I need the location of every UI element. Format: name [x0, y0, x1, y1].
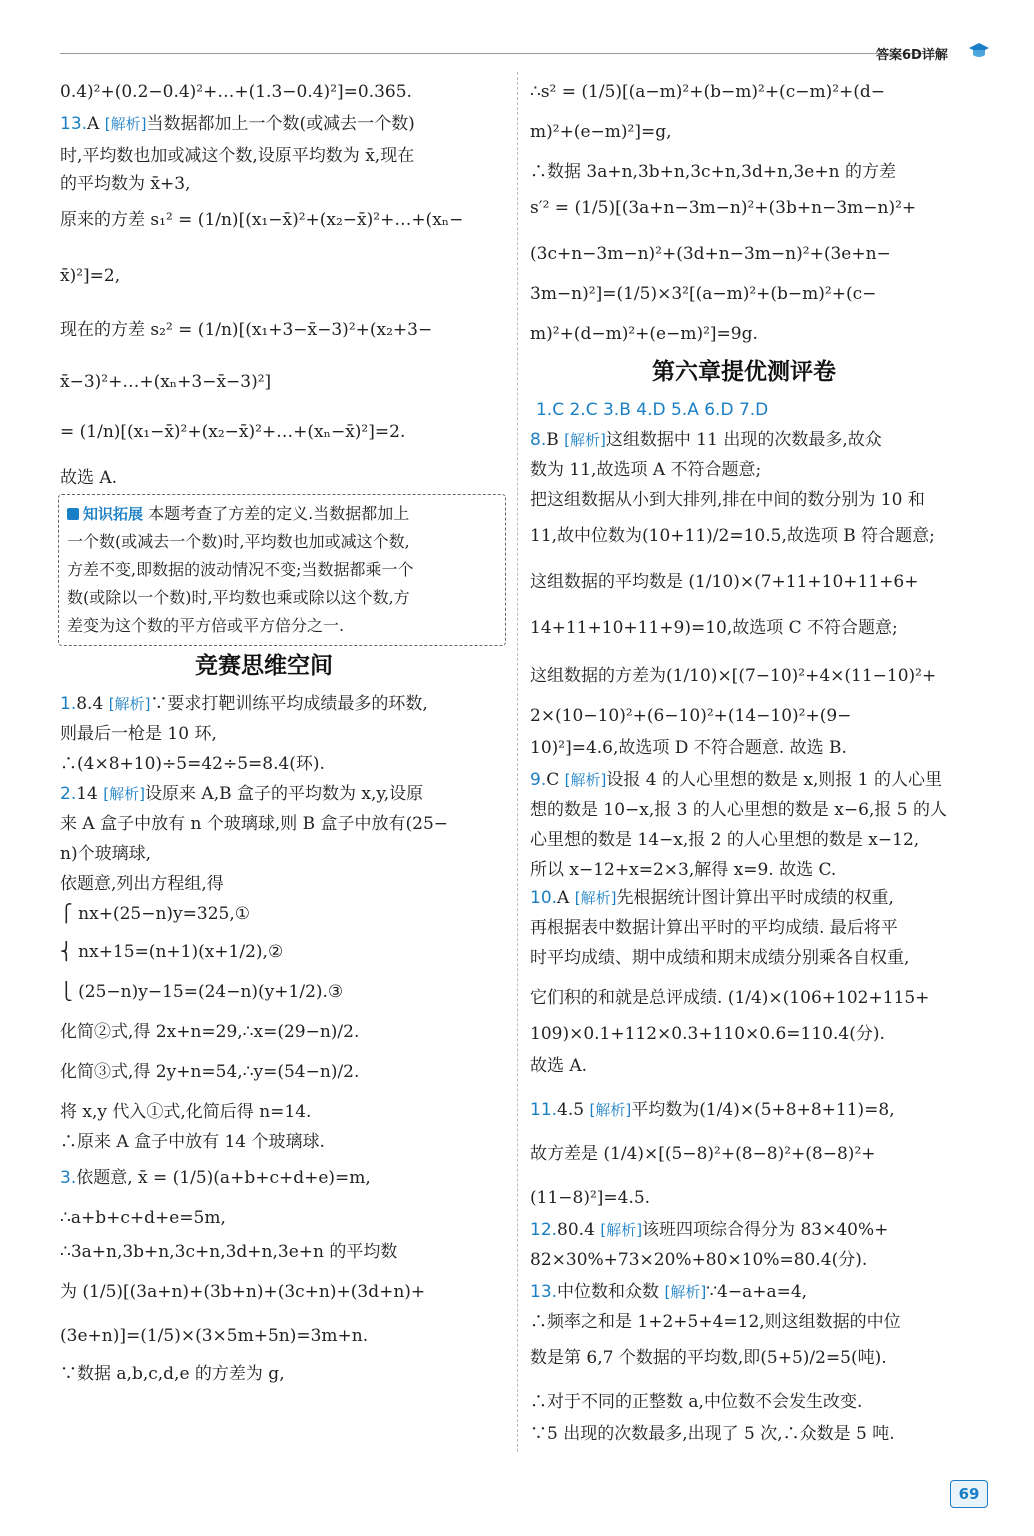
- question-number: 8.: [530, 430, 547, 450]
- line-text: n)个玻璃球,: [60, 844, 151, 864]
- line-text: ∴(4×8+10)÷5=42÷5=8.4(环).: [60, 754, 325, 774]
- bookmark-icon: [67, 508, 79, 520]
- line-text: m)²+(d−m)²+(e−m)²]=9g.: [530, 324, 758, 344]
- line-text: 的平均数为 x̄+3,: [60, 174, 191, 194]
- line-text: ∴a+b+c+d+e=5m,: [60, 1208, 226, 1228]
- text-line: [60, 1366, 285, 1383]
- text-line: [530, 1146, 876, 1163]
- text-line: [530, 890, 894, 907]
- line-text: 它们积的和就是总评成绩. (1/4)×(106+102+115+: [530, 988, 930, 1008]
- section-title-chapter-test: 第六章提优测评卷: [652, 359, 836, 385]
- text-line: [60, 756, 325, 773]
- text-line: [60, 1210, 226, 1227]
- line-rest: 先根据统计图计算出平时成绩的权重,: [616, 888, 894, 908]
- line-text: x̄)²]=2,: [60, 266, 121, 286]
- line-text: 8.4: [76, 694, 109, 714]
- column-divider: [517, 72, 518, 1452]
- line-text: 原来的方差 s₁² = (1/n)[(x₁−x̄)²+(x₂−x̄)²+…+(xₙ−: [60, 210, 464, 230]
- line-text: 14+11+10+11+9)=10,故选项 C 不符合题意;: [530, 618, 898, 638]
- line-text: 所以 x−12+x=2×3,解得 x=9. 故选 C.: [530, 860, 837, 880]
- text-line: [60, 212, 463, 229]
- line-text: 10)²]=4.6,故选项 D 不符合题意. 故选 B.: [530, 738, 847, 758]
- line-text: 故方差是 (1/4)×[(5−8)²+(8−8)²+(8−8)²+: [530, 1144, 876, 1164]
- section-title-competition: 竞赛思维空间: [195, 653, 333, 679]
- line-text: (3e+n)]=(1/5)×(3×5m+5n)=3m+n.: [60, 1326, 369, 1346]
- line-text: m)²+(e−m)²]=g,: [530, 122, 672, 142]
- text-line: [530, 124, 671, 141]
- line-text: 将 x,y 代入①式,化简后得 n=14.: [60, 1102, 312, 1122]
- question-number: 12.: [530, 1220, 558, 1240]
- extension-line: [67, 501, 409, 524]
- line-text: 心里想的数是 14−x,报 2 的人心里想的数是 x−12,: [530, 830, 920, 850]
- text-line: [530, 164, 896, 181]
- text-line: [60, 84, 412, 101]
- text-line: [60, 148, 414, 165]
- line-text: 11,故中位数为(10+11)/2=10.5,故选项 B 符合题意;: [530, 526, 935, 546]
- line-text: 这组数据的平均数是 (1/10)×(7+11+10+11+6+: [530, 572, 919, 592]
- text-line: [530, 1058, 587, 1075]
- line-text: 数是第 6,7 个数据的平均数,即(5+5)/2=5(吨).: [530, 1348, 887, 1368]
- line-text: ∵数据 a,b,c,d,e 的方差为 g,: [60, 1364, 285, 1384]
- line-text: A: [87, 114, 105, 134]
- line-rest: ∵4−a+a=4,: [706, 1282, 808, 1302]
- text-line: [530, 950, 909, 967]
- text-line: [530, 1284, 807, 1301]
- line-rest: 平均数为(1/4)×(5+8+8+11)=8,: [631, 1100, 895, 1120]
- line-rest: 当数据都加上一个数(或减去一个数): [146, 114, 415, 134]
- text-line: [60, 1024, 359, 1041]
- analysis-tag: [ 解析 ]: [564, 431, 606, 449]
- text-line: [530, 1426, 895, 1443]
- analysis-tag: [ 解析 ]: [109, 695, 151, 713]
- line-text: 3m−n)²]=(1/5)×3²[(a−m)²+(b−m)²+(c−: [530, 284, 877, 304]
- text-line: [530, 1222, 888, 1239]
- analysis-tag: [ 解析 ]: [600, 1221, 642, 1239]
- line-rest: 设原来 A,B 盒子的平均数为 x,y,设原: [145, 784, 424, 804]
- text-line: [530, 1350, 887, 1367]
- extension-line: [67, 613, 344, 636]
- line-text: ∴s² = (1/5)[(a−m)²+(b−m)²+(c−m)²+(d−: [530, 82, 886, 102]
- extension-text: 一个数(或减去一个数)时,平均数也加或减这个数,: [67, 532, 410, 551]
- line-text: ⎨ nx+15=(n+1)(x+1/2),②: [60, 942, 284, 962]
- text-line: [60, 786, 423, 803]
- text-line: [60, 322, 432, 339]
- line-text: 82×30%+73×20%+80×10%=80.4(分).: [530, 1250, 868, 1270]
- extension-text: 本题考查了方差的定义.当数据都加上: [148, 504, 410, 523]
- line-text: 4.5: [557, 1100, 590, 1120]
- line-text: 现在的方差 s₂² = (1/n)[(x₁+3−x̄−3)²+(x₂+3−: [60, 320, 433, 340]
- text-line: [530, 1026, 885, 1043]
- line-text: s′² = (1/5)[(3a+n−3m−n)²+(3b+n−3m−n)²+: [530, 198, 917, 218]
- line-text: 80.4: [557, 1220, 601, 1240]
- text-line: [530, 802, 947, 819]
- analysis-tag: [ 解析 ]: [575, 889, 617, 907]
- analysis-tag: [ 解析 ]: [105, 115, 147, 133]
- line-text: 来 A 盒子中放有 n 个玻璃球,则 B 盒子中放有(25−: [60, 814, 449, 834]
- text-line: [60, 268, 120, 285]
- text-line: [60, 1104, 311, 1121]
- text-line: [60, 116, 415, 133]
- line-text: 再根据表中数据计算出平时的平均成绩. 最后将平: [530, 918, 898, 938]
- text-line: [60, 816, 448, 833]
- text-line: [530, 246, 891, 263]
- text-line: [530, 1252, 867, 1269]
- text-line: [530, 740, 847, 757]
- line-text: 化简②式,得 2x+n=29,∴x=(29−n)/2.: [60, 1022, 360, 1042]
- text-line: [60, 696, 428, 713]
- analysis-tag: [ 解析 ]: [664, 1283, 706, 1301]
- answer-key-line: 1.C 2.C 3.B 4.D 5.A 6.D 7.D: [536, 400, 769, 420]
- line-text: = (1/n)[(x₁−x̄)²+(x₂−x̄)²+…+(xₙ−x̄)²]=2.: [60, 422, 406, 442]
- text-line: [530, 1394, 862, 1411]
- text-line: [530, 1190, 650, 1207]
- text-line: [60, 876, 224, 893]
- line-text: (3c+n−3m−n)²+(3d+n−3m−n)²+(3e+n−: [530, 244, 891, 264]
- line-text: 故选 A.: [60, 468, 118, 488]
- header-title: 答案6D详解: [876, 48, 948, 63]
- line-rest: 设报 4 的人心里想的数是 x,则报 1 的人心里: [606, 770, 943, 790]
- line-text: 2×(10−10)²+(6−10)²+(14−10)²+(9−: [530, 706, 852, 726]
- text-line: [530, 920, 898, 937]
- line-text: ∴原来 A 盒子中放有 14 个玻璃球.: [60, 1132, 325, 1152]
- line-text: 这组数据的方差为(1/10)×[(7−10)²+4×(11−10)²+: [530, 666, 937, 686]
- text-line: [60, 906, 250, 923]
- text-line: [530, 432, 882, 449]
- text-line: [60, 1064, 359, 1081]
- text-line: [530, 574, 918, 591]
- line-text: C: [546, 770, 565, 790]
- text-line: [530, 990, 929, 1007]
- line-text: (11−8)²]=4.5.: [530, 1188, 651, 1208]
- text-line: [530, 326, 758, 343]
- line-rest: ∵要求打靶训练平均成绩最多的环数,: [150, 694, 428, 714]
- line-text: 14: [76, 784, 104, 804]
- extension-text: 方差不变,即数据的波动情况不变;当数据都乘一个: [67, 560, 414, 579]
- text-line: [530, 668, 936, 685]
- extension-line: [67, 585, 410, 608]
- text-line: [530, 1102, 895, 1119]
- line-text: 时,平均数也加或减这个数,设原平均数为 x̄,现在: [60, 146, 415, 166]
- line-text: 依题意,列出方程组,得: [60, 874, 224, 894]
- extension-line: [67, 557, 413, 580]
- text-line: [60, 176, 190, 193]
- text-line: [60, 984, 343, 1001]
- text-line: [60, 374, 271, 391]
- line-text: 故选 A.: [530, 1056, 588, 1076]
- analysis-tag: [ 解析 ]: [103, 785, 145, 803]
- text-line: [60, 1284, 425, 1301]
- line-text: x̄−3)²+…+(xₙ+3−x̄−3)²]: [60, 372, 272, 392]
- question-number: 3.: [60, 1168, 77, 1188]
- question-number: 13.: [60, 114, 88, 134]
- line-text: ∴数据 3a+n,3b+n,3c+n,3d+n,3e+n 的方差: [530, 162, 896, 182]
- page-number: 69: [950, 1480, 988, 1508]
- line-text: 化简③式,得 2y+n=54,∴y=(54−n)/2.: [60, 1062, 360, 1082]
- line-text: 数为 11,故选项 A 不符合题意;: [530, 460, 762, 480]
- analysis-tag: [ 解析 ]: [565, 771, 607, 789]
- line-text: 109)×0.1+112×0.3+110×0.6=110.4(分).: [530, 1024, 885, 1044]
- text-line: [60, 470, 117, 487]
- line-text: 把这组数据从小到大排列,排在中间的数分别为 10 和: [530, 490, 925, 510]
- text-line: [530, 772, 942, 789]
- graduation-cap-icon: [968, 40, 990, 62]
- text-line: [530, 286, 876, 303]
- line-text: 时平均成绩、期中成绩和期末成绩分别乘各自权重,: [530, 948, 910, 968]
- text-line: [530, 1314, 901, 1331]
- text-line: [60, 846, 151, 863]
- text-line: [530, 492, 925, 509]
- text-line: [530, 462, 761, 479]
- line-text: 中位数和众数: [557, 1282, 665, 1302]
- question-number: 9.: [530, 770, 547, 790]
- text-line: [60, 1134, 325, 1151]
- extension-line: [67, 529, 410, 552]
- line-text: 为 (1/5)[(3a+n)+(3b+n)+(3c+n)+(3d+n)+: [60, 1282, 426, 1302]
- line-text: 0.4)²+(0.2−0.4)²+…+(1.3−0.4)²]=0.365.: [60, 82, 412, 102]
- line-text: B: [546, 430, 565, 450]
- text-line: [60, 726, 217, 743]
- extension-text: 数(或除以一个数)时,平均数也乘或除以这个数,方: [67, 588, 410, 607]
- text-line: [60, 1328, 368, 1345]
- line-text: ∴3a+n,3b+n,3c+n,3d+n,3e+n 的平均数: [60, 1242, 398, 1262]
- question-number: 13.: [530, 1282, 558, 1302]
- line-text: 则最后一枪是 10 环,: [60, 724, 217, 744]
- text-line: [530, 708, 851, 725]
- header-rule: [60, 53, 940, 54]
- text-line: [530, 84, 885, 101]
- knowledge-extension-box: [58, 494, 506, 646]
- extension-label: 知识拓展: [83, 505, 144, 523]
- line-text: ∴对于不同的正整数 a,中位数不会发生改变.: [530, 1392, 863, 1412]
- question-number: 10.: [530, 888, 558, 908]
- line-text: ∴频率之和是 1+2+5+4=12,则这组数据的中位: [530, 1312, 901, 1332]
- text-line: [60, 1170, 371, 1187]
- question-number: 1.: [60, 694, 77, 714]
- analysis-tag: [ 解析 ]: [590, 1101, 632, 1119]
- text-line: [60, 1244, 397, 1261]
- text-line: [60, 944, 283, 961]
- text-line: [530, 620, 898, 637]
- text-line: [530, 832, 919, 849]
- line-text: ⎩ (25−n)y−15=(24−n)(y+1/2).③: [60, 982, 344, 1002]
- text-line: [60, 424, 405, 441]
- text-line: [530, 528, 935, 545]
- line-text: ∵5 出现的次数最多,出现了 5 次,∴众数是 5 吨.: [530, 1424, 895, 1444]
- line-text: 依题意, x̄ = (1/5)(a+b+c+d+e)=m,: [76, 1168, 371, 1188]
- line-text: 想的数是 10−x,报 3 的人心里想的数是 x−6,报 5 的人: [530, 800, 947, 820]
- line-text: A: [557, 888, 575, 908]
- line-text: ⎧ nx+(25−n)y=325,①: [60, 904, 250, 924]
- extension-text: 差变为这个数的平方倍或平方倍分之一.: [67, 616, 345, 635]
- line-rest: 这组数据中 11 出现的次数最多,故众: [605, 430, 882, 450]
- question-number: 2.: [60, 784, 77, 804]
- text-line: [530, 200, 916, 217]
- text-line: [530, 862, 836, 879]
- line-rest: 该班四项综合得分为 83×40%+: [642, 1220, 889, 1240]
- question-number: 11.: [530, 1100, 558, 1120]
